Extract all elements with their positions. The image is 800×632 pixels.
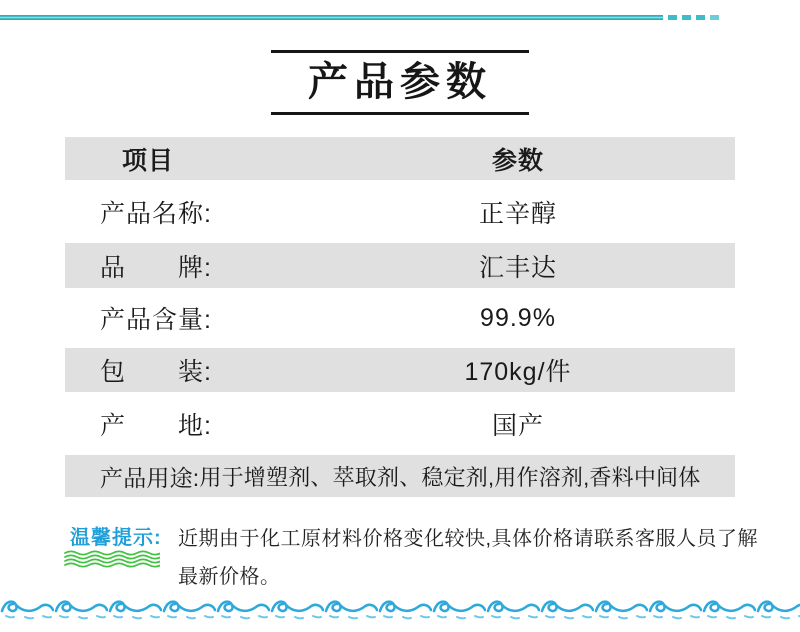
row-label: 包 装:: [100, 358, 212, 386]
tip-text-line1: 近期由于化工原材料价格变化较快,具体价格请联系客服人员了解: [178, 528, 759, 550]
top-rule-dash: [668, 15, 677, 20]
usage-text: 用于增塑剂、萃取剂、稳定剂,用作溶剂,香料中间体: [199, 464, 701, 490]
usage-label: 产品用途:: [100, 464, 200, 491]
page-title: 产品参数: [308, 60, 492, 104]
top-rule-dash: [710, 15, 719, 20]
row-value: 正辛醇: [478, 199, 557, 228]
top-rule-line: [0, 15, 663, 20]
tip-label: 温馨提示:: [70, 527, 162, 549]
row-label: 产 地:: [100, 411, 212, 440]
tip-text-line2: 最新价格。: [178, 566, 281, 588]
table-row: [65, 180, 735, 243]
row-value: 170kg/件: [464, 358, 572, 386]
top-rule-dash: [696, 15, 705, 20]
row-value: 国产: [491, 411, 544, 440]
tip-underline-waves-icon: [64, 550, 160, 568]
table-row: [65, 348, 735, 392]
table-header-row: [65, 137, 735, 180]
parameter-table: [65, 137, 735, 497]
row-value: 99.9%: [480, 303, 556, 332]
table-row: [65, 288, 735, 348]
top-rule-dash: [682, 15, 691, 20]
table-row: [65, 392, 735, 455]
column-header-param: 参数: [491, 146, 544, 175]
bottom-wave-border-icon: [0, 596, 800, 624]
row-value: 汇丰达: [478, 253, 557, 282]
row-label: 产品名称:: [100, 199, 212, 228]
section-title-block: [271, 50, 529, 115]
column-header-item: 项目: [122, 146, 175, 175]
usage-row: [65, 455, 735, 497]
row-label: 产品含量:: [100, 306, 212, 334]
table-row: [65, 243, 735, 288]
row-label: 品 牌:: [100, 253, 212, 282]
